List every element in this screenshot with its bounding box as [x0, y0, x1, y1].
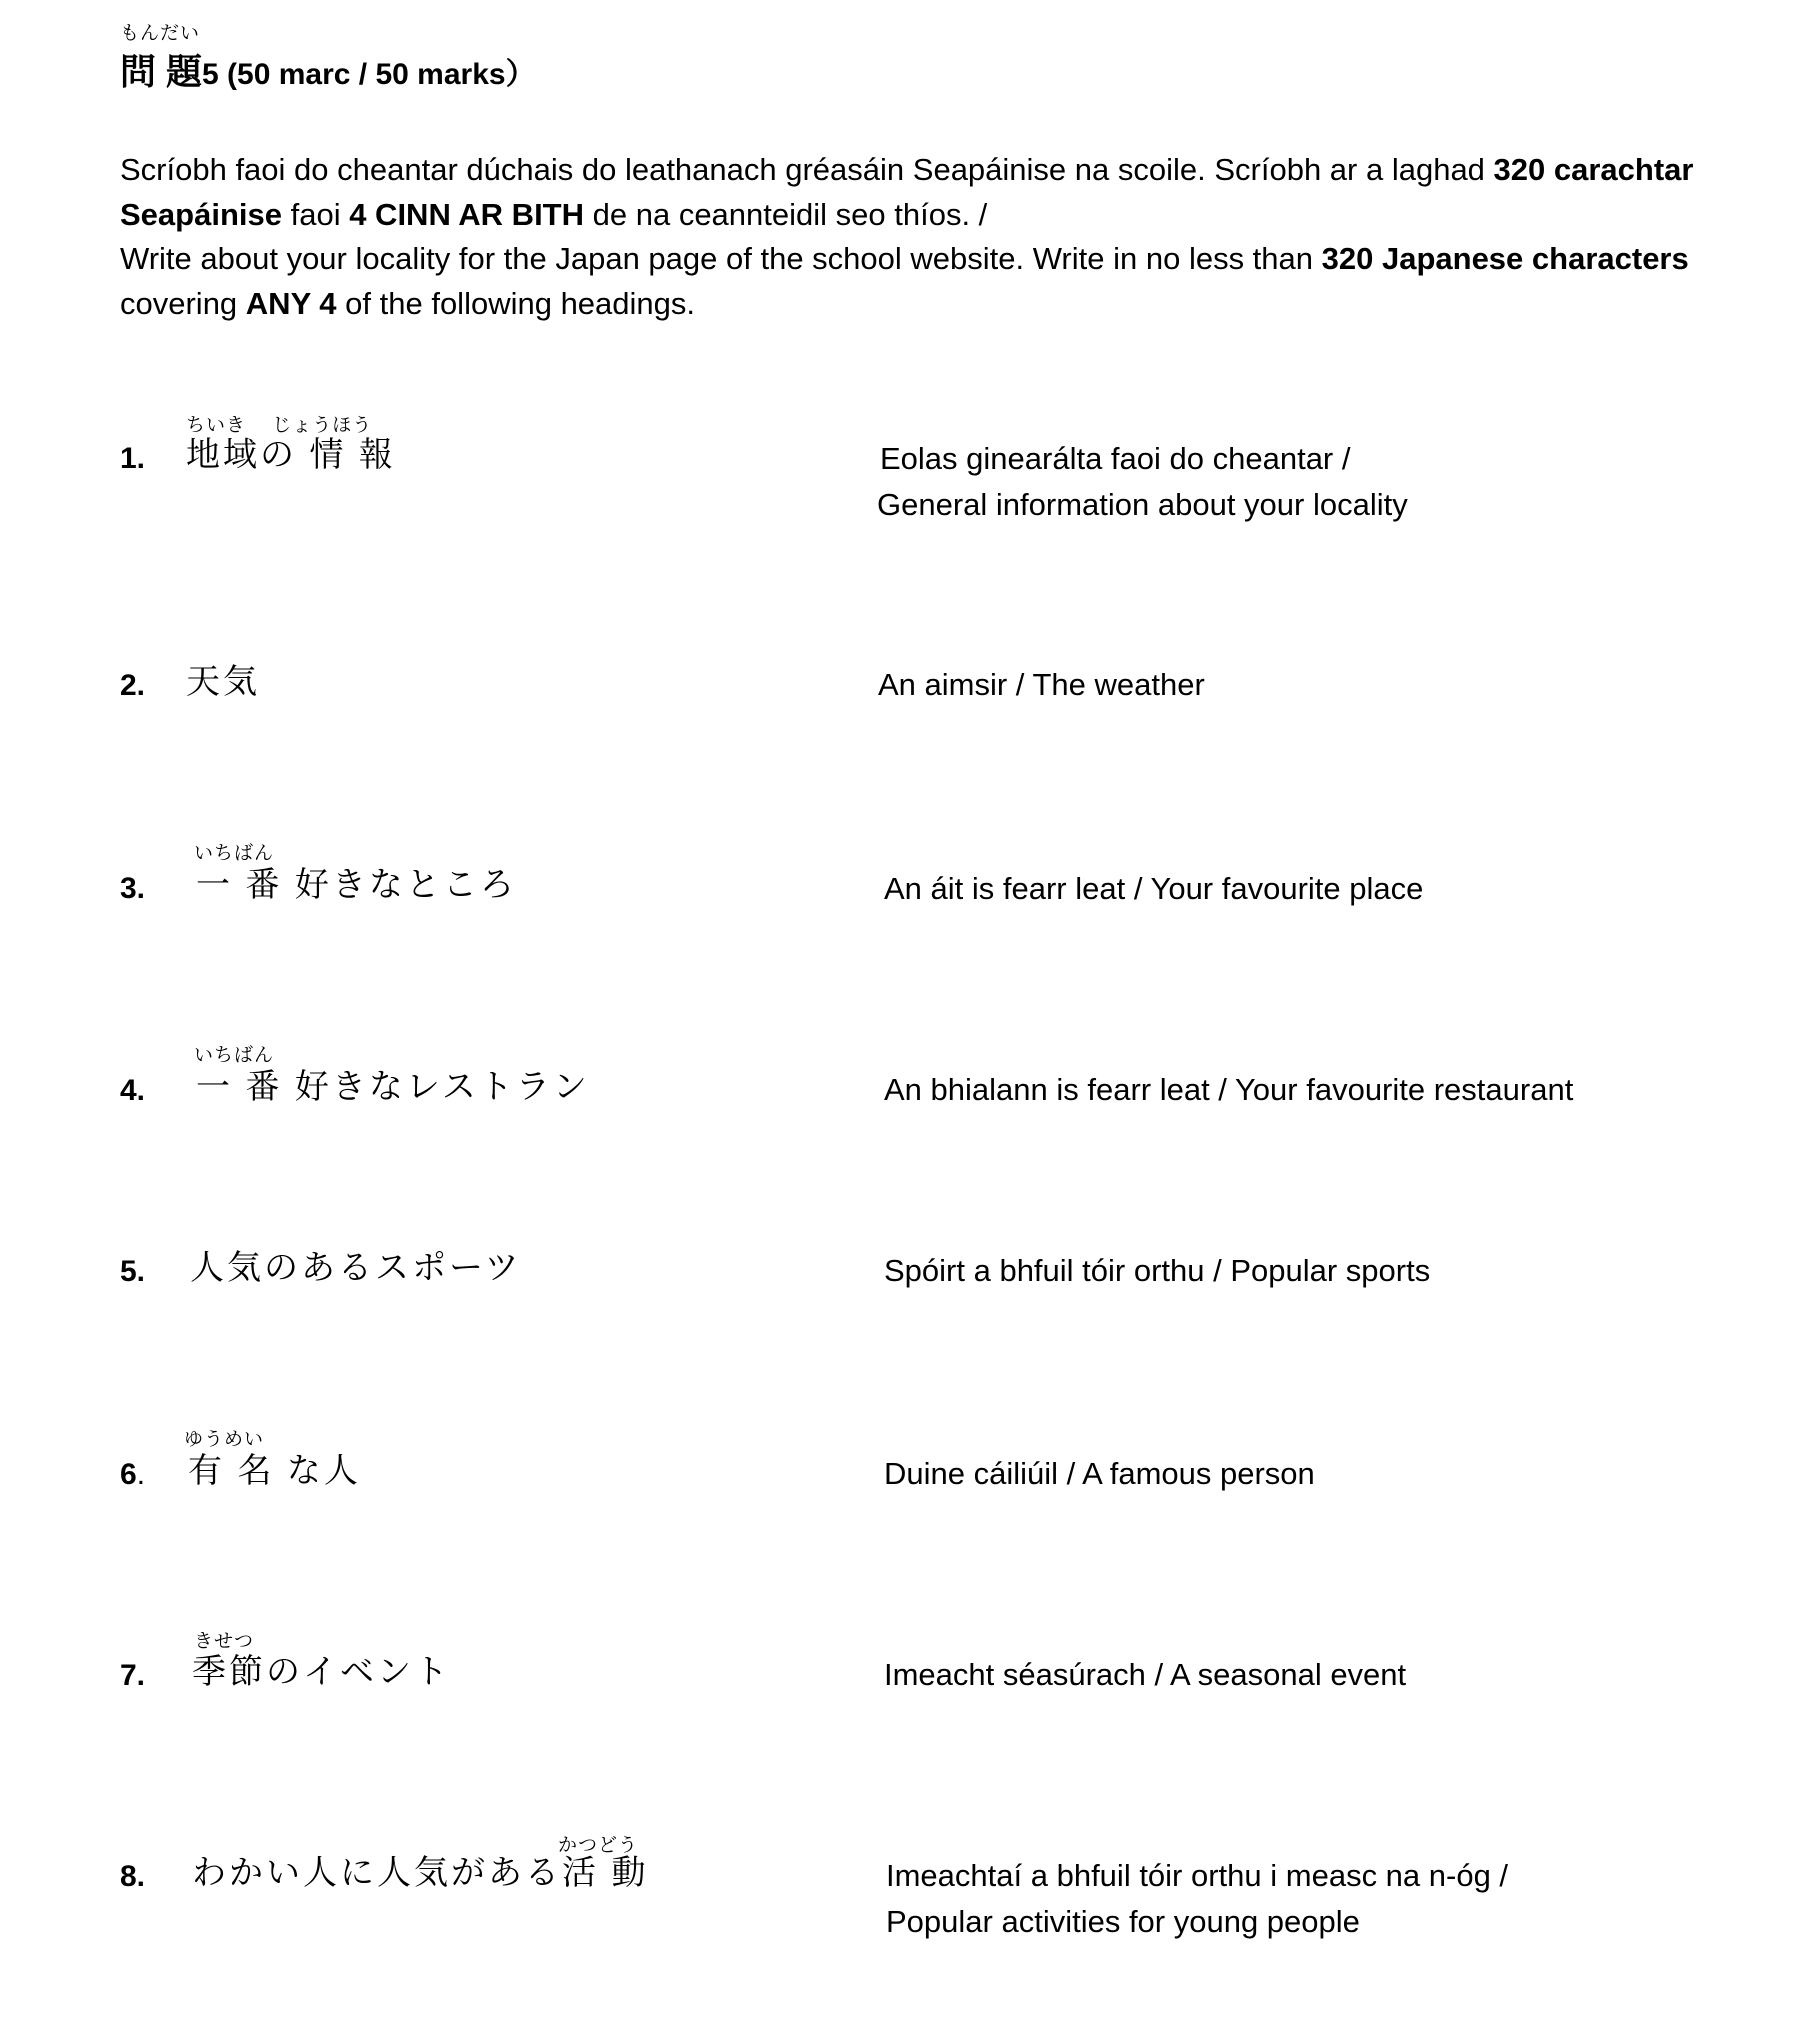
heading-2-translation	[878, 662, 1205, 708]
heading-6-number	[120, 1460, 145, 1490]
instructions	[120, 148, 1740, 326]
heading-8-japanese: わかい人に人気がある活 動	[192, 1854, 649, 1892]
instr-bold: 320 carachtar Seapáinise	[120, 152, 1694, 232]
heading-4-number: 4.	[120, 1074, 146, 1107]
heading-8-translation	[886, 1853, 1508, 1945]
translation-line: An áit is fearr leat / Your favourite place	[884, 871, 1424, 906]
translation-line: Popular activities for young people	[886, 1904, 1360, 1939]
instr-text: faoi	[281, 196, 350, 232]
heading-4-furigana: いちばん	[194, 1045, 275, 1066]
instructions-english	[120, 237, 1740, 326]
instr-text: de na ceannteidil seo thíos. /	[584, 196, 988, 232]
heading-2-japanese: 天気	[186, 663, 260, 701]
translation-line: Imeacht séasúrach / A seasonal event	[884, 1657, 1407, 1692]
translation-line: Spóirt a bhfuil tóir orthu / Popular sports	[884, 1253, 1431, 1288]
heading-5-translation	[884, 1248, 1430, 1294]
heading-5-japanese: 人気のあるスポーツ	[190, 1249, 522, 1287]
instr-text: Write about your locality for the Japan page of the school website. Write in no less than	[120, 241, 1322, 276]
heading-2-number: 2.	[120, 669, 146, 702]
heading-furigana: もんだい	[120, 23, 201, 44]
heading-7-furigana: きせつ	[194, 1631, 255, 1652]
heading-6-japanese: 有 名 な人	[188, 1452, 361, 1490]
heading-1-furigana: ちいき じょうほう	[186, 415, 373, 436]
heading-3-japanese: 一 番 好きなところ	[196, 866, 517, 904]
heading-7-number: 7.	[120, 1659, 146, 1692]
marks-label: (50 marc / 50 marks）	[218, 58, 536, 91]
heading-kanji: 問 題	[120, 51, 203, 92]
translation-line: General information about your locality	[877, 487, 1408, 522]
heading-7-japanese: 季節のイベント	[192, 1653, 451, 1691]
translation-line: Imeachtaí a bhfuil tóir orthu i measc na n-óg /	[886, 1858, 1509, 1893]
instr-bold: 320 Japanese characters	[1321, 241, 1689, 276]
heading-5-number: 5.	[120, 1255, 146, 1288]
instr-text: Scríobh faoi do cheantar dúchais do leathanach gréasáin Seapáinise na scoile. Scríobh ar a laghad	[120, 152, 1494, 187]
translation-line: Duine cáiliúil / A famous person	[884, 1456, 1315, 1491]
heading-1-translation	[877, 436, 1408, 528]
instr-text: of the following headings.	[336, 285, 696, 321]
instructions-irish	[120, 148, 1740, 237]
translation-line: Eolas ginearálta faoi do cheantar /	[880, 441, 1351, 476]
heading-1-japanese: 地域の 情 報	[186, 436, 396, 474]
number-digit: 6	[120, 1458, 137, 1491]
heading-1-number: 1.	[120, 442, 146, 475]
heading-4-translation	[884, 1067, 1573, 1113]
instr-text: covering	[120, 285, 246, 321]
question-number: 5	[202, 58, 219, 91]
heading-8-number: 8.	[120, 1860, 146, 1893]
translation-line: An bhialann is fearr leat / Your favourite restaurant	[884, 1072, 1574, 1107]
question-heading	[120, 51, 536, 92]
number-dot: .	[136, 1458, 146, 1491]
heading-3-translation	[884, 866, 1423, 912]
instr-bold: 4 CINN AR BITH	[349, 196, 585, 232]
heading-3-furigana: いちばん	[194, 843, 275, 864]
heading-7-translation	[884, 1652, 1406, 1698]
instr-bold: ANY 4	[245, 285, 337, 321]
translation-line: An aimsir / The weather	[878, 667, 1205, 702]
heading-8-furigana: かつどう	[558, 1835, 639, 1856]
heading-6-furigana: ゆうめい	[184, 1429, 265, 1450]
heading-4-japanese: 一 番 好きなレストラン	[196, 1068, 590, 1106]
heading-3-number: 3.	[120, 872, 146, 905]
heading-6-translation	[884, 1451, 1315, 1497]
